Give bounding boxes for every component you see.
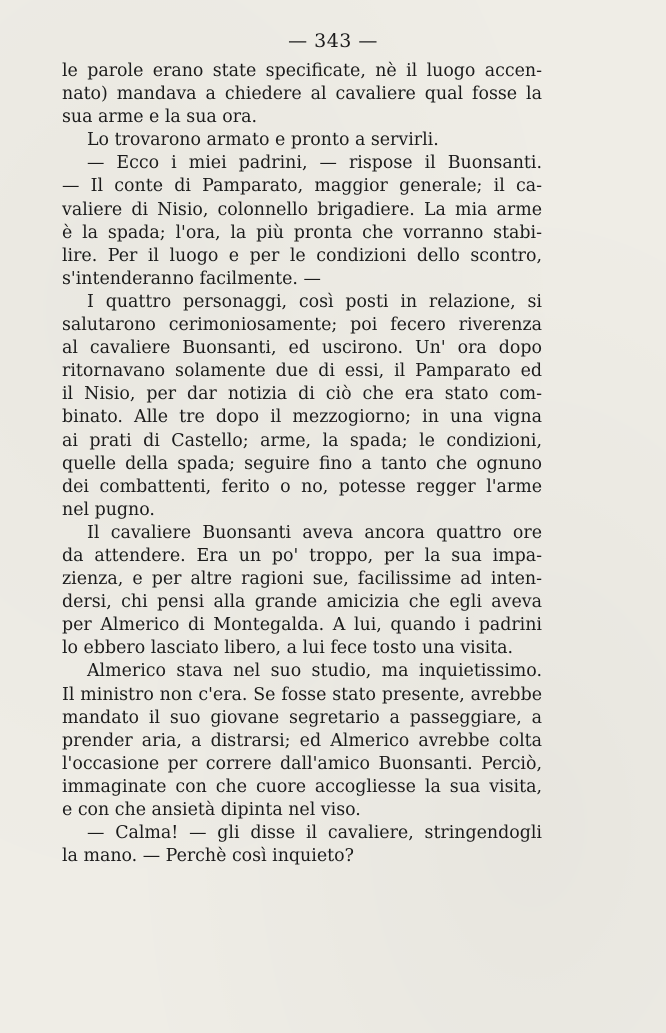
text-line: Il ministro non c'era. Se fosse stato presente, avrebbe bbox=[62, 684, 542, 705]
text-line: zienza, e per altre ragioni sue, facilissime ad inten- bbox=[62, 569, 542, 590]
text-line: lo ebbero lasciato libero, a lui fece tosto una visita. bbox=[62, 638, 514, 659]
text-line: nel pugno. bbox=[62, 499, 155, 520]
text-line: il Nisio, per dar notizia di ciò che era stato com- bbox=[62, 384, 542, 405]
text-line: lire. Per il luogo e per le condizioni dello scontro, bbox=[62, 245, 542, 266]
text-line: è la spada; l'ora, la più pronta che vorranno stabi- bbox=[62, 222, 542, 243]
text-line: prender aria, a distrarsi; ed Almerico avrebbe colta bbox=[62, 730, 542, 751]
text-line: da attendere. Era un po' troppo, per la sua impa- bbox=[62, 545, 542, 566]
text-line: Lo trovarono armato e pronto a servirli. bbox=[87, 130, 439, 151]
text-line: nato) mandava a chiedere al cavaliere qual fosse la bbox=[62, 84, 542, 105]
text-line: Almerico stava nel suo studio, ma inquietissimo. bbox=[87, 661, 542, 682]
text-line: Il cavaliere Buonsanti aveva ancora quattro ore bbox=[87, 522, 542, 543]
text-line: sua arme e la sua ora. bbox=[62, 107, 257, 128]
text-line: ai prati di Castello; arme, la spada; le condizioni, bbox=[62, 430, 542, 451]
text-line: al cavaliere Buonsanti, ed uscirono. Un' ora dopo bbox=[62, 338, 542, 359]
text-line: — Calma! — gli disse il cavaliere, stringendogli bbox=[87, 823, 542, 844]
text-line: mandato il suo giovane segretario a passeggiare, a bbox=[62, 707, 542, 728]
text-line: — Ecco i miei padrini, — rispose il Buonsanti. bbox=[87, 153, 542, 174]
text-line: s'intenderanno facilmente. — bbox=[62, 268, 321, 289]
text-line: ritornavano solamente due di essi, il Pamparato ed bbox=[62, 361, 542, 382]
text-line: — Il conte di Pamparato, maggior generale; il ca- bbox=[62, 176, 542, 197]
text-line: dei combattenti, ferito o no, potesse regger l'arme bbox=[62, 476, 542, 497]
text-line: I quattro personaggi, così posti in relazione, si bbox=[87, 291, 542, 312]
text-line: valiere di Nisio, colonnello brigadiere. La mia arme bbox=[62, 199, 542, 220]
text-line: la mano. — Perchè così inquieto? bbox=[62, 846, 354, 867]
body-text bbox=[62, 60, 542, 868]
text-line: l'occasione per correre dall'amico Buonsanti. Perciò, bbox=[62, 753, 542, 774]
text-line: binato. Alle tre dopo il mezzogiorno; in una vigna bbox=[62, 407, 542, 428]
text-line: per Almerico di Montegalda. A lui, quando i padrini bbox=[62, 615, 542, 636]
page-number: — 343 — bbox=[288, 30, 378, 52]
text-line: immaginate con che cuore accogliesse la sua visita, bbox=[62, 776, 542, 797]
text-line: quelle della spada; seguire fino a tanto che ognuno bbox=[62, 453, 542, 474]
text-line: dersi, chi pensi alla grande amicizia che egli aveva bbox=[62, 592, 542, 613]
text-line: e con che ansietà dipinta nel viso. bbox=[62, 800, 361, 820]
text-line: le parole erano state specificate, nè il luogo accen- bbox=[62, 61, 542, 81]
text-line: salutarono cerimoniosamente; poi fecero riverenza bbox=[62, 315, 542, 336]
